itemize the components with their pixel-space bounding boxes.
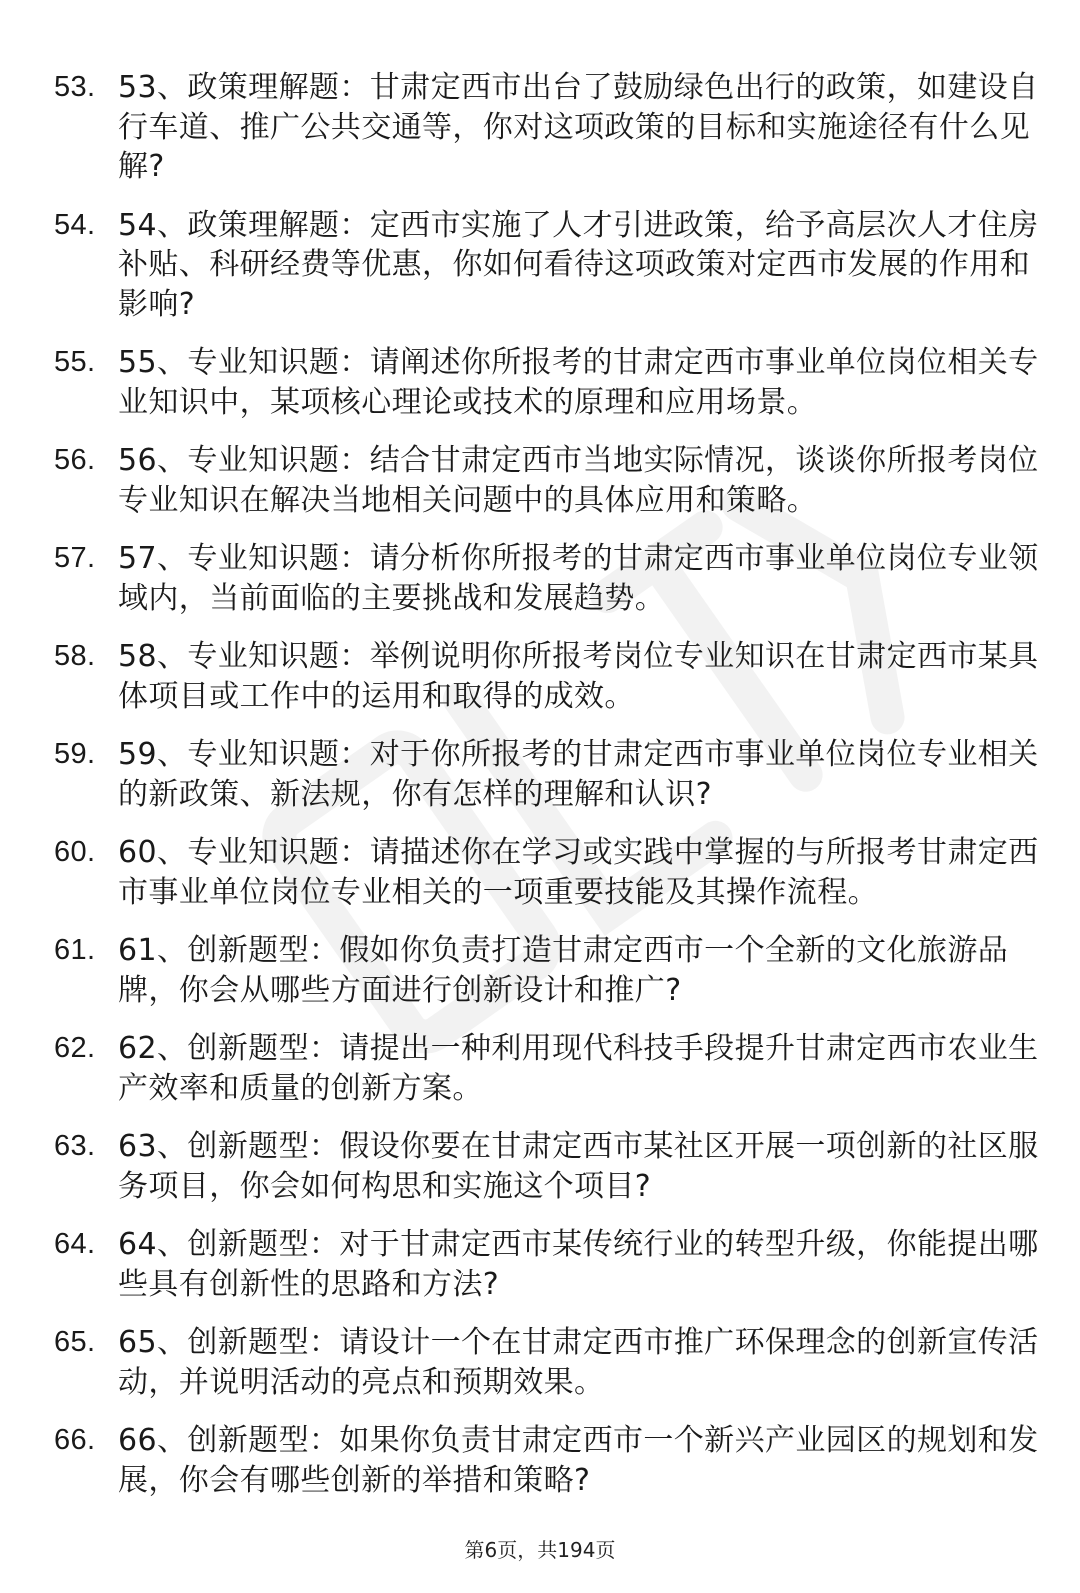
item-number: 53. <box>54 71 96 103</box>
item-text: 59、专业知识题：对于你所报考的甘肃定西市事业单位岗位专业相关的新政策、新法规，你有怎样的理解和认识? <box>118 737 1039 812</box>
item-number: 58. <box>54 640 96 672</box>
item-number: 57. <box>54 542 96 574</box>
list-item <box>0 343 1080 422</box>
item-text: 63、创新题型：假设你要在甘肃定西市某社区开展一项创新的社区服务项目，你会如何构思和实施这个项目? <box>118 1129 1039 1204</box>
item-text: 66、创新题型：如果你负责甘肃定西市一个新兴产业园区的规划和发展，你会有哪些创新的举措和策略? <box>118 1423 1039 1498</box>
item-text: 60、专业知识题：请描述你在学习或实践中掌握的与所报考甘肃定西市事业单位岗位专业相关的一项重要技能及其操作流程。 <box>118 835 1039 910</box>
item-text: 58、专业知识题：举例说明你所报考岗位专业知识在甘肃定西市某具体项目或工作中的运用和取得的成效。 <box>118 639 1039 714</box>
list-item <box>0 1225 1080 1304</box>
item-number: 59. <box>54 738 96 770</box>
item-number: 66. <box>54 1424 96 1456</box>
item-text: 56、专业知识题：结合甘肃定西市当地实际情况，谈谈你所报考岗位专业知识在解决当地相关问题中的具体应用和策略。 <box>118 443 1039 518</box>
question-list <box>0 68 1080 1519</box>
list-item <box>0 735 1080 814</box>
page-number-label: 第6页，共194页 <box>464 1538 616 1562</box>
item-text: 62、创新题型：请提出一种利用现代科技手段提升甘肃定西市农业生产效率和质量的创新方案。 <box>118 1031 1039 1106</box>
item-text: 55、专业知识题：请阐述你所报考的甘肃定西市事业单位岗位相关专业知识中，某项核心理论或技术的原理和应用场景。 <box>118 345 1039 420</box>
item-text: 53、政策理解题：甘肃定西市出台了鼓励绿色出行的政策，如建设自行车道、推广公共交通等，你对这项政策的目标和实施途径有什么见解? <box>118 70 1039 184</box>
item-text: 61、创新题型：假如你负责打造甘肃定西市一个全新的文化旅游品牌，你会从哪些方面进行创新设计和推广? <box>118 933 1009 1008</box>
list-item <box>0 206 1080 325</box>
item-number: 63. <box>54 1130 96 1162</box>
item-text: 65、创新题型：请设计一个在甘肃定西市推广环保理念的创新宣传活动，并说明活动的亮点和预期效果。 <box>118 1325 1039 1400</box>
list-item <box>0 931 1080 1010</box>
item-number: 64. <box>54 1228 96 1260</box>
list-item <box>0 833 1080 912</box>
list-item <box>0 1127 1080 1206</box>
item-number: 62. <box>54 1032 96 1064</box>
item-number: 56. <box>54 444 96 476</box>
item-number: 61. <box>54 934 96 966</box>
item-number: 60. <box>54 836 96 868</box>
item-text: 57、专业知识题：请分析你所报考的甘肃定西市事业单位岗位专业领域内，当前面临的主要挑战和发展趋势。 <box>118 541 1039 616</box>
page-footer <box>0 1534 1080 1563</box>
list-item <box>0 1323 1080 1402</box>
item-text: 54、政策理解题：定西市实施了人才引进政策，给予高层次人才住房补贴、科研经费等优惠，你如何看待这项政策对定西市发展的作用和影响? <box>118 207 1039 322</box>
list-item <box>0 1029 1080 1108</box>
list-item <box>0 441 1080 520</box>
item-number: 65. <box>54 1326 96 1358</box>
list-item <box>0 68 1080 187</box>
item-text: 64、创新题型：对于甘肃定西市某传统行业的转型升级，你能提出哪些具有创新性的思路和方法? <box>118 1227 1039 1302</box>
item-number: 54. <box>54 208 96 241</box>
list-item <box>0 637 1080 716</box>
item-number: 55. <box>54 346 96 378</box>
list-item <box>0 1421 1080 1500</box>
list-item <box>0 539 1080 618</box>
